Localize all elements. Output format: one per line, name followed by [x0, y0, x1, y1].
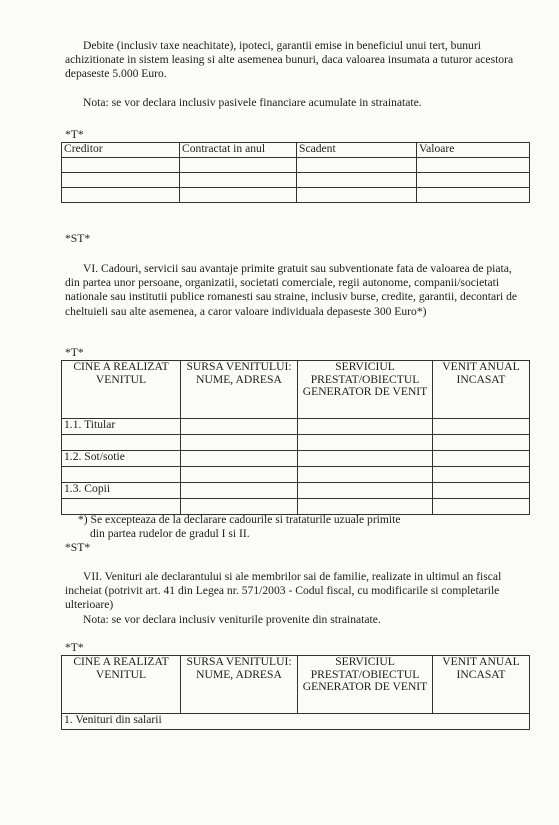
gifts-footnote-line2: din partea rudelor de gradul I si II.	[90, 527, 250, 540]
header-creditor: Creditor	[62, 143, 180, 158]
header-contracted-year: Contractat in anul	[180, 143, 297, 158]
row-label: 1.2. Sot/sotie	[62, 451, 181, 467]
table-cell	[417, 158, 530, 173]
header-due: Scadent	[297, 143, 417, 158]
header-income-source: SURSA VENITULUI: NUME, ADRESA	[181, 656, 298, 714]
table-header-row	[62, 656, 530, 714]
header-who-earned: CINE A REALIZAT VENITUL	[62, 361, 181, 419]
table-cell	[181, 483, 298, 499]
section-vi-paragraph: VI. Cadouri, servicii sau avantaje primite gratuit sau subventionate fata de valoarea de piata, din partea unor persoane, organizatii, societati comerciale, regii autonome, companii/societati nationale sau institutii publice romanesti sau straine, inclusiv burse, credite, garantii, decontari de cheltuieli sau alte asemenea, a caror valoare individuala depaseste 300 Euro*)	[65, 262, 518, 318]
table-cell	[298, 435, 433, 451]
header-value: Valoare	[417, 143, 530, 158]
debts-paragraph: Debite (inclusiv taxe neachitate), ipoteci, garantii emise in beneficiul unui tert, bunuri achizitionate in sistem leasing si alte asemenea bunuri, daca valoarea insumata a tuturor acestora depaseste 5.000 Euro.	[65, 39, 514, 81]
table-start-marker: *T*	[65, 641, 84, 654]
table-cell	[62, 173, 180, 188]
table-cell	[62, 188, 180, 203]
table-cell	[62, 435, 181, 451]
table-cell	[433, 435, 530, 451]
table-start-marker: *T*	[65, 346, 84, 359]
header-income-source: SURSA VENITULUI: NUME, ADRESA	[181, 361, 298, 419]
income-table	[61, 655, 530, 730]
header-who-earned: CINE A REALIZAT VENITUL	[62, 656, 181, 714]
table-end-marker: *ST*	[65, 541, 91, 554]
row-label: 1. Venituri din salarii	[62, 714, 530, 730]
debts-table	[61, 142, 530, 203]
table-start-marker: *T*	[65, 128, 84, 141]
table-cell	[417, 173, 530, 188]
table-cell	[62, 467, 181, 483]
table-cell	[62, 158, 180, 173]
table-header-row	[62, 143, 530, 158]
table-cell	[180, 188, 297, 203]
table-cell	[417, 188, 530, 203]
table-row	[62, 451, 530, 467]
table-row	[62, 173, 530, 188]
table-cell	[433, 483, 530, 499]
table-row	[62, 188, 530, 203]
table-cell	[298, 451, 433, 467]
table-cell	[298, 483, 433, 499]
table-cell	[298, 419, 433, 435]
table-row	[62, 419, 530, 435]
table-header-row	[62, 361, 530, 419]
header-service-object: SERVICIUL PRESTAT/OBIECTUL GENERATOR DE VENIT	[298, 656, 433, 714]
header-service-object: SERVICIUL PRESTAT/OBIECTUL GENERATOR DE VENIT	[298, 361, 433, 419]
table-cell	[180, 173, 297, 188]
row-label: 1.3. Copii	[62, 483, 181, 499]
table-cell	[297, 188, 417, 203]
table-cell	[181, 419, 298, 435]
gifts-footnote-line1: *) Se excepteaza de la declarare cadourile si trataturile uzuale primite	[78, 513, 401, 526]
table-cell	[433, 499, 530, 515]
table-row	[62, 158, 530, 173]
table-cell	[298, 467, 433, 483]
table-cell	[181, 451, 298, 467]
table-row	[62, 714, 530, 730]
table-cell	[433, 451, 530, 467]
section-vii-paragraph: VII. Venituri ale declarantului si ale membrilor sai de familie, realizate in ultimul an fiscal incheiat (potrivit art. 41 din Legea nr. 571/2003 - Codul fiscal, cu modificarile si completarile ulterioare)	[65, 570, 502, 612]
table-cell	[181, 435, 298, 451]
header-annual-income: VENIT ANUAL INCASAT	[433, 361, 530, 419]
table-cell	[181, 467, 298, 483]
table-cell	[433, 467, 530, 483]
table-end-marker: *ST*	[65, 232, 91, 245]
table-row	[62, 467, 530, 483]
gifts-table	[61, 360, 530, 515]
table-row	[62, 483, 530, 499]
table-cell	[180, 158, 297, 173]
header-annual-income: VENIT ANUAL INCASAT	[433, 656, 530, 714]
row-label: 1.1. Titular	[62, 419, 181, 435]
debts-note: Nota: se vor declara inclusiv pasivele financiare acumulate in strainatate.	[83, 96, 422, 109]
section-vii-note: Nota: se vor declara inclusiv veniturile provenite din strainatate.	[83, 613, 381, 626]
table-cell	[433, 419, 530, 435]
table-cell	[297, 158, 417, 173]
table-row	[62, 435, 530, 451]
table-cell	[297, 173, 417, 188]
